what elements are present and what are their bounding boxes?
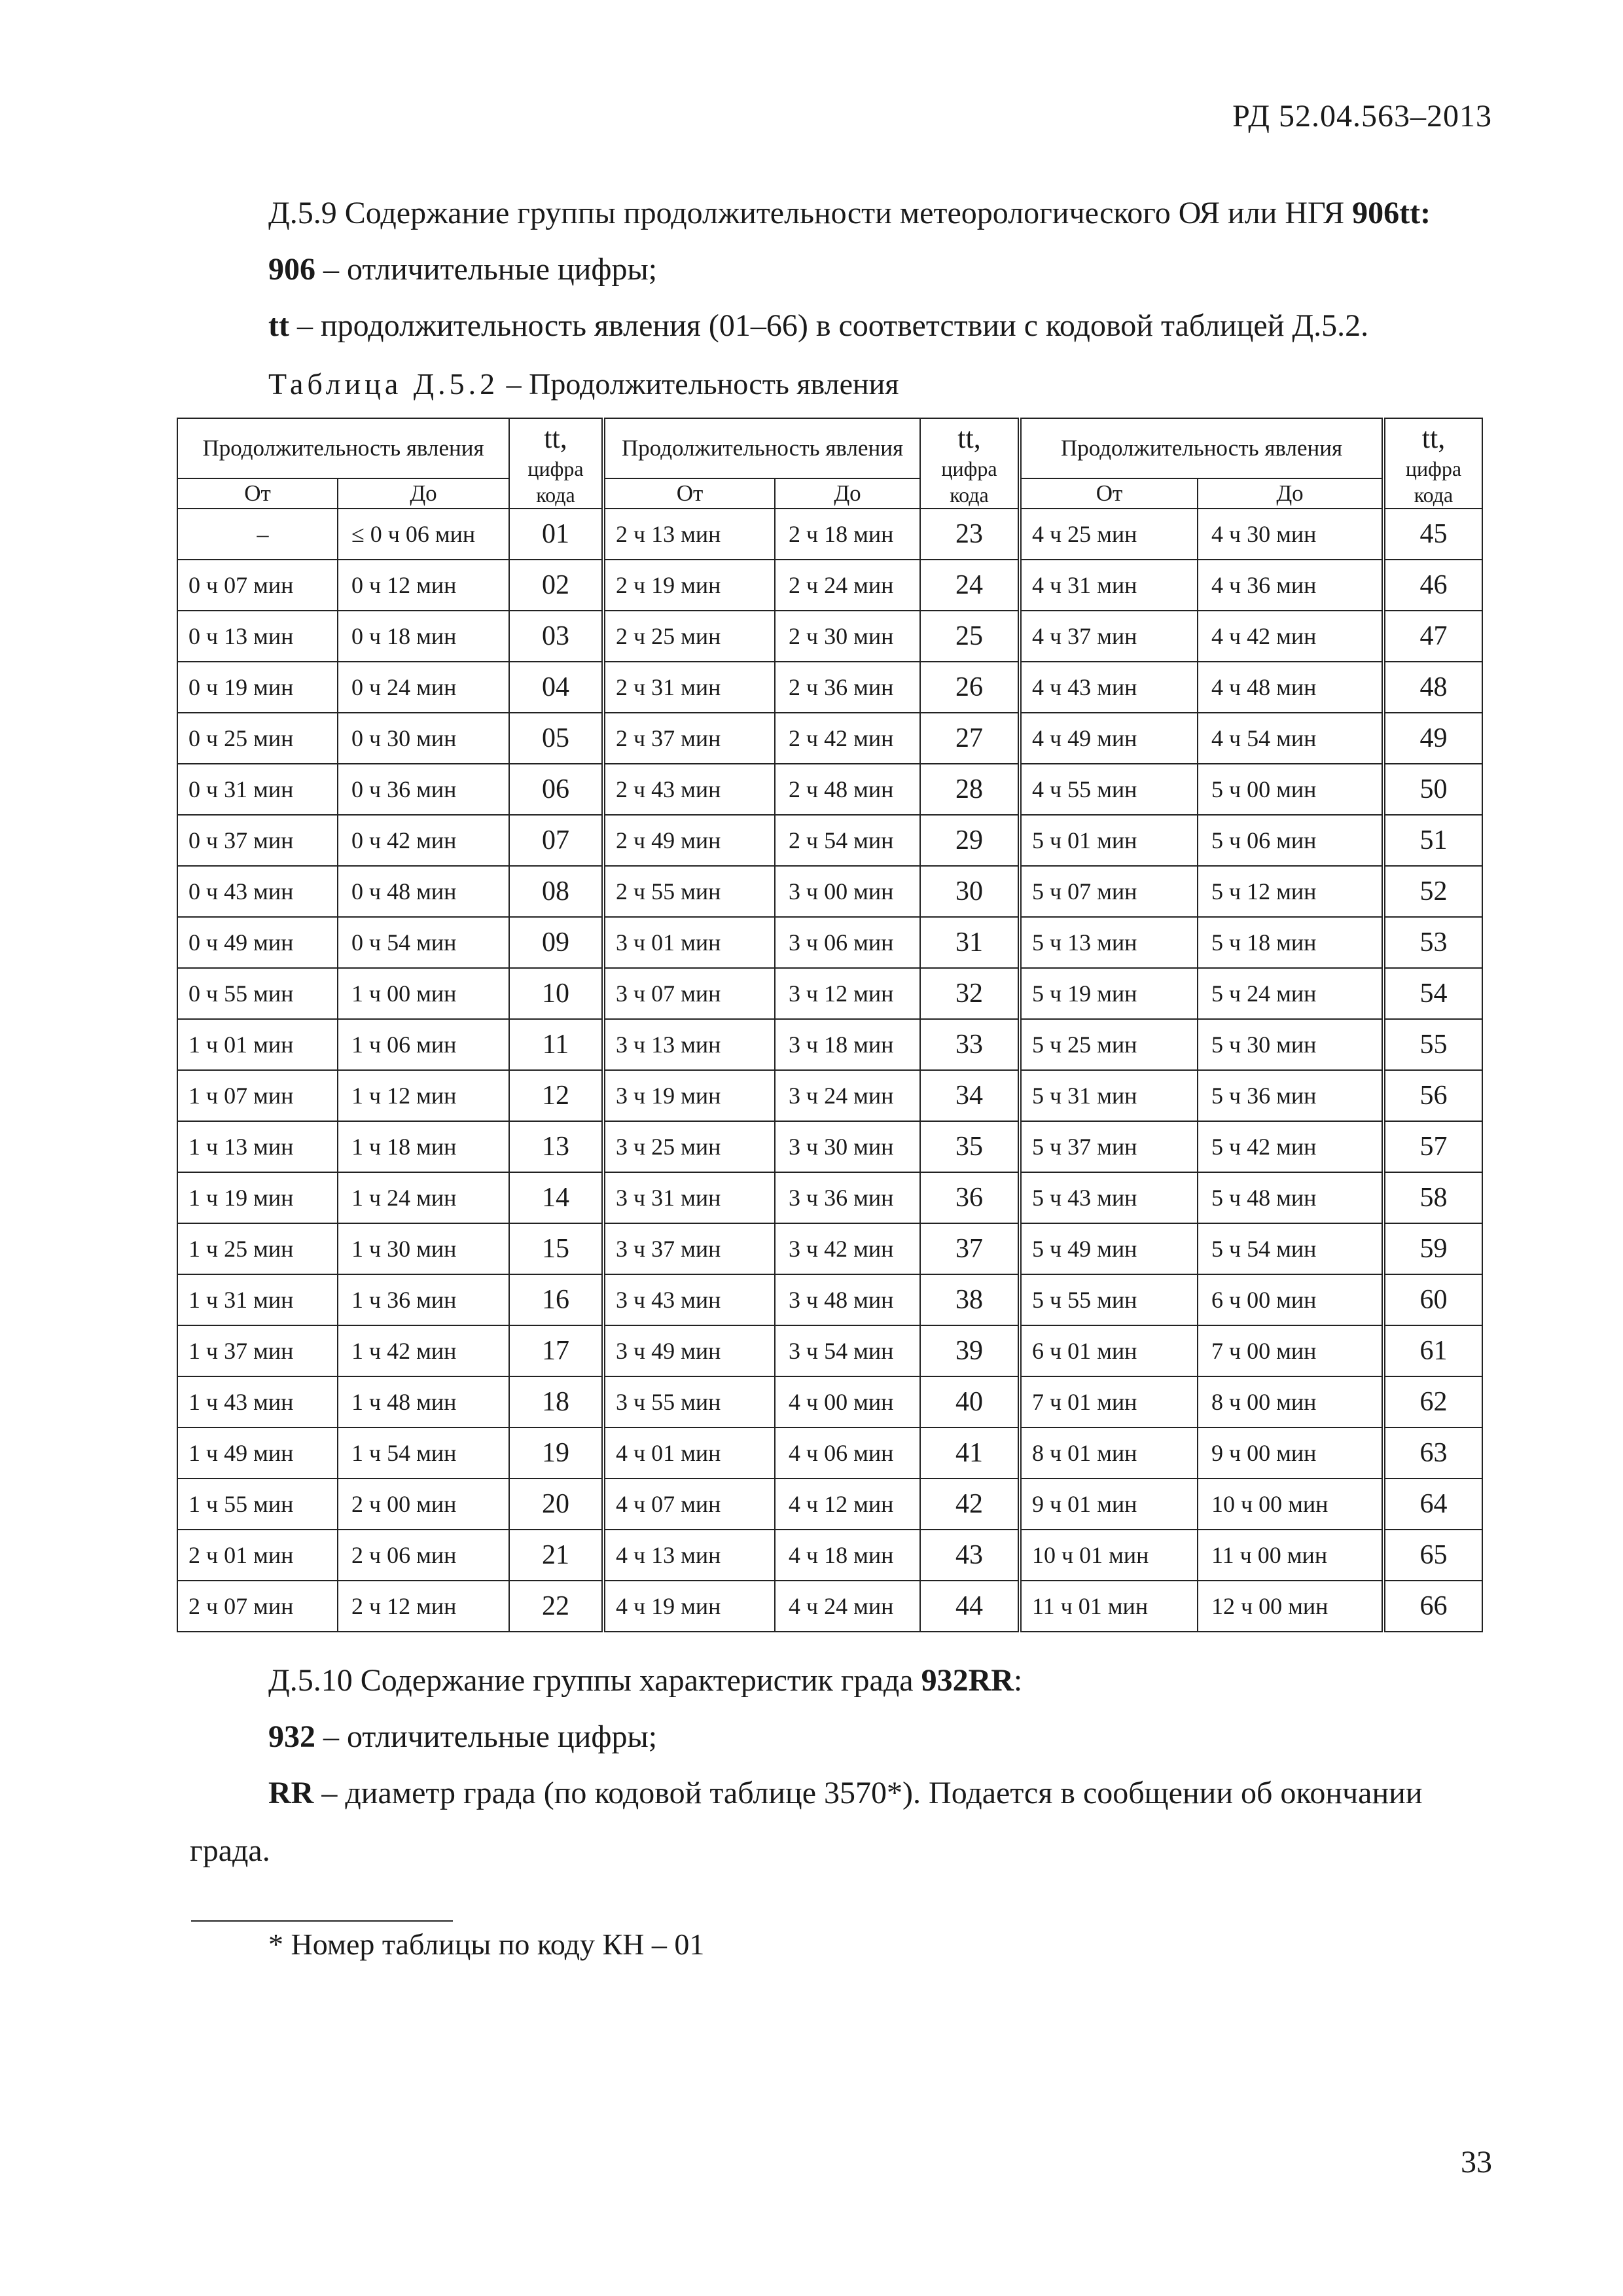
cell-code: 59	[1383, 1223, 1482, 1274]
header-code-word-1: цифра	[941, 457, 997, 480]
table-row	[177, 611, 1482, 662]
cell-code: 46	[1383, 560, 1482, 611]
cell-from: 1 ч 43 мин	[177, 1376, 338, 1427]
cell-to: 4 ч 18 мин	[775, 1530, 920, 1581]
cell-to: 5 ч 00 мин	[1198, 764, 1383, 815]
cell-to: 11 ч 00 мин	[1198, 1530, 1383, 1581]
cell-from: 5 ч 07 мин	[1020, 866, 1198, 917]
code-rr-desc: – диаметр града (по кодовой таблице 3570*). Подается в сообщении об окончании	[313, 1776, 1423, 1810]
cell-from: 3 ч 55 мин	[603, 1376, 775, 1427]
table-row	[177, 1019, 1482, 1070]
cell-from: 2 ч 25 мин	[603, 611, 775, 662]
cell-code: 65	[1383, 1530, 1482, 1581]
section-d59-heading-text: Д.5.9 Содержание группы продолжительности метеорологического ОЯ или НГЯ	[268, 196, 1353, 230]
cell-from: 5 ч 49 мин	[1020, 1223, 1198, 1274]
section-d59-heading-code: 906tt:	[1352, 196, 1431, 230]
cell-from: 0 ч 07 мин	[177, 560, 338, 611]
cell-code: 24	[920, 560, 1020, 611]
cell-to: 3 ч 24 мин	[775, 1070, 920, 1121]
header-code-word-2: кода	[536, 483, 575, 507]
cell-from: 2 ч 19 мин	[603, 560, 775, 611]
table-row	[177, 866, 1482, 917]
cell-to: 4 ч 36 мин	[1198, 560, 1383, 611]
cell-from: 2 ч 31 мин	[603, 662, 775, 713]
cell-code: 12	[509, 1070, 603, 1121]
cell-from: 4 ч 19 мин	[603, 1581, 775, 1632]
header-group-2: Продолжительность явления	[603, 418, 920, 478]
cell-to: 2 ч 00 мин	[338, 1479, 509, 1530]
cell-from: 1 ч 25 мин	[177, 1223, 338, 1274]
section-d510-heading	[268, 1662, 1022, 1698]
cell-to: 8 ч 00 мин	[1198, 1376, 1383, 1427]
footnote: * Номер таблицы по коду КН – 01	[268, 1928, 705, 1961]
cell-to: ≤ 0 ч 06 мин	[338, 509, 509, 560]
cell-from: 1 ч 55 мин	[177, 1479, 338, 1530]
table-caption-label: Таблица Д.5.2	[268, 367, 499, 401]
cell-from: 3 ч 01 мин	[603, 917, 775, 968]
table-body	[177, 509, 1482, 1632]
cell-from: 2 ч 55 мин	[603, 866, 775, 917]
cell-code: 11	[509, 1019, 603, 1070]
table-caption-title: – Продолжительность явления	[499, 367, 899, 401]
cell-to: 4 ч 12 мин	[775, 1479, 920, 1530]
cell-from: 2 ч 01 мин	[177, 1530, 338, 1581]
cell-code: 17	[509, 1325, 603, 1376]
cell-to: 2 ч 48 мин	[775, 764, 920, 815]
cell-to: 4 ч 30 мин	[1198, 509, 1383, 560]
cell-code: 18	[509, 1376, 603, 1427]
cell-code: 35	[920, 1121, 1020, 1172]
cell-code: 07	[509, 815, 603, 866]
cell-from: 6 ч 01 мин	[1020, 1325, 1198, 1376]
header-code-3	[1383, 418, 1482, 509]
cell-to: 0 ч 48 мин	[338, 866, 509, 917]
cell-code: 48	[1383, 662, 1482, 713]
cell-to: 6 ч 00 мин	[1198, 1274, 1383, 1325]
cell-from: 4 ч 13 мин	[603, 1530, 775, 1581]
section-d59-line-906	[268, 251, 657, 287]
cell-to: 3 ч 18 мин	[775, 1019, 920, 1070]
section-d59-line-tt	[268, 308, 1368, 344]
cell-code: 55	[1383, 1019, 1482, 1070]
cell-to: 4 ч 24 мин	[775, 1581, 920, 1632]
cell-from: 4 ч 25 мин	[1020, 509, 1198, 560]
cell-code: 60	[1383, 1274, 1482, 1325]
cell-code: 27	[920, 713, 1020, 764]
cell-code: 62	[1383, 1376, 1482, 1427]
cell-from: 5 ч 13 мин	[1020, 917, 1198, 968]
cell-code: 30	[920, 866, 1020, 917]
cell-to: 4 ч 00 мин	[775, 1376, 920, 1427]
cell-from: 4 ч 07 мин	[603, 1479, 775, 1530]
cell-from: 0 ч 19 мин	[177, 662, 338, 713]
section-d59-heading	[268, 195, 1431, 231]
table-row	[177, 917, 1482, 968]
cell-code: 20	[509, 1479, 603, 1530]
cell-code: 22	[509, 1581, 603, 1632]
duration-table	[177, 418, 1483, 1632]
code-906: 906	[268, 252, 315, 287]
cell-code: 06	[509, 764, 603, 815]
cell-from: 2 ч 43 мин	[603, 764, 775, 815]
cell-from: 0 ч 49 мин	[177, 917, 338, 968]
col-to-3: До	[1198, 478, 1383, 509]
cell-to: 5 ч 18 мин	[1198, 917, 1383, 968]
cell-from: 1 ч 01 мин	[177, 1019, 338, 1070]
cell-code: 42	[920, 1479, 1020, 1530]
cell-from: 1 ч 07 мин	[177, 1070, 338, 1121]
cell-from: 1 ч 19 мин	[177, 1172, 338, 1223]
cell-code: 58	[1383, 1172, 1482, 1223]
cell-code: 64	[1383, 1479, 1482, 1530]
header-group-1: Продолжительность явления	[177, 418, 509, 478]
cell-from: –	[177, 509, 338, 560]
cell-to: 1 ч 36 мин	[338, 1274, 509, 1325]
cell-code: 09	[509, 917, 603, 968]
cell-to: 1 ч 48 мин	[338, 1376, 509, 1427]
cell-code: 03	[509, 611, 603, 662]
cell-to: 3 ч 42 мин	[775, 1223, 920, 1274]
cell-code: 25	[920, 611, 1020, 662]
table-row	[177, 1070, 1482, 1121]
cell-from: 2 ч 37 мин	[603, 713, 775, 764]
cell-code: 56	[1383, 1070, 1482, 1121]
cell-to: 0 ч 18 мин	[338, 611, 509, 662]
cell-code: 51	[1383, 815, 1482, 866]
cell-to: 3 ч 36 мин	[775, 1172, 920, 1223]
section-d510-heading-text: Д.5.10 Содержание группы характеристик града	[268, 1663, 921, 1698]
header-tt-2: tt,	[957, 422, 981, 454]
table-row	[177, 1530, 1482, 1581]
header-code-word-1: цифра	[527, 457, 584, 480]
cell-code: 34	[920, 1070, 1020, 1121]
cell-to: 12 ч 00 мин	[1198, 1581, 1383, 1632]
cell-code: 08	[509, 866, 603, 917]
cell-from: 3 ч 25 мин	[603, 1121, 775, 1172]
cell-from: 0 ч 43 мин	[177, 866, 338, 917]
cell-code: 43	[920, 1530, 1020, 1581]
cell-to: 1 ч 00 мин	[338, 968, 509, 1019]
col-from-1: От	[177, 478, 338, 509]
cell-to: 0 ч 30 мин	[338, 713, 509, 764]
cell-code: 57	[1383, 1121, 1482, 1172]
cell-to: 0 ч 36 мин	[338, 764, 509, 815]
cell-from: 11 ч 01 мин	[1020, 1581, 1198, 1632]
cell-to: 4 ч 54 мин	[1198, 713, 1383, 764]
table-row	[177, 713, 1482, 764]
cell-code: 29	[920, 815, 1020, 866]
col-to-2: До	[775, 478, 920, 509]
cell-to: 3 ч 54 мин	[775, 1325, 920, 1376]
cell-code: 54	[1383, 968, 1482, 1019]
table-row	[177, 1172, 1482, 1223]
table-row	[177, 1121, 1482, 1172]
cell-code: 52	[1383, 866, 1482, 917]
cell-code: 53	[1383, 917, 1482, 968]
cell-to: 4 ч 42 мин	[1198, 611, 1383, 662]
table-row	[177, 968, 1482, 1019]
cell-to: 4 ч 06 мин	[775, 1427, 920, 1479]
cell-from: 5 ч 37 мин	[1020, 1121, 1198, 1172]
cell-code: 10	[509, 968, 603, 1019]
cell-to: 5 ч 36 мин	[1198, 1070, 1383, 1121]
cell-to: 1 ч 24 мин	[338, 1172, 509, 1223]
cell-to: 10 ч 00 мин	[1198, 1479, 1383, 1530]
cell-from: 7 ч 01 мин	[1020, 1376, 1198, 1427]
cell-from: 0 ч 25 мин	[177, 713, 338, 764]
cell-code: 33	[920, 1019, 1020, 1070]
cell-from: 9 ч 01 мин	[1020, 1479, 1198, 1530]
cell-to: 3 ч 48 мин	[775, 1274, 920, 1325]
cell-from: 3 ч 31 мин	[603, 1172, 775, 1223]
cell-to: 1 ч 06 мин	[338, 1019, 509, 1070]
table-row	[177, 1479, 1482, 1530]
cell-from: 4 ч 31 мин	[1020, 560, 1198, 611]
cell-to: 0 ч 42 мин	[338, 815, 509, 866]
cell-to: 2 ч 36 мин	[775, 662, 920, 713]
cell-code: 32	[920, 968, 1020, 1019]
code-932-desc: – отличительные цифры;	[315, 1719, 658, 1754]
header-group-3: Продолжительность явления	[1020, 418, 1383, 478]
cell-from: 0 ч 31 мин	[177, 764, 338, 815]
cell-code: 14	[509, 1172, 603, 1223]
cell-to: 2 ч 18 мин	[775, 509, 920, 560]
header-tt-1: tt,	[544, 422, 567, 454]
table-row	[177, 1274, 1482, 1325]
cell-to: 2 ч 42 мин	[775, 713, 920, 764]
cell-to: 5 ч 48 мин	[1198, 1172, 1383, 1223]
cell-to: 1 ч 54 мин	[338, 1427, 509, 1479]
cell-from: 4 ч 01 мин	[603, 1427, 775, 1479]
cell-code: 19	[509, 1427, 603, 1479]
cell-from: 1 ч 37 мин	[177, 1325, 338, 1376]
cell-code: 04	[509, 662, 603, 713]
cell-to: 3 ч 30 мин	[775, 1121, 920, 1172]
cell-code: 05	[509, 713, 603, 764]
table-row	[177, 1223, 1482, 1274]
cell-to: 1 ч 12 мин	[338, 1070, 509, 1121]
col-from-2: От	[603, 478, 775, 509]
table-row	[177, 1427, 1482, 1479]
cell-from: 5 ч 55 мин	[1020, 1274, 1198, 1325]
cell-from: 5 ч 43 мин	[1020, 1172, 1198, 1223]
col-to-1: До	[338, 478, 509, 509]
cell-code: 31	[920, 917, 1020, 968]
header-tt-3: tt,	[1421, 422, 1446, 454]
cell-code: 21	[509, 1530, 603, 1581]
cell-to: 3 ч 06 мин	[775, 917, 920, 968]
section-d510-heading-tail: :	[1013, 1663, 1023, 1698]
cell-from: 0 ч 55 мин	[177, 968, 338, 1019]
section-d510-heading-code: 932RR	[921, 1663, 1014, 1698]
header-code-1	[509, 418, 603, 509]
cell-from: 0 ч 37 мин	[177, 815, 338, 866]
table-row	[177, 1325, 1482, 1376]
code-rr: RR	[268, 1776, 314, 1810]
cell-code: 13	[509, 1121, 603, 1172]
cell-code: 61	[1383, 1325, 1482, 1376]
footnote-rule	[191, 1920, 453, 1922]
cell-code: 49	[1383, 713, 1482, 764]
document-code: РД 52.04.563–2013	[1232, 99, 1492, 134]
cell-code: 15	[509, 1223, 603, 1274]
cell-from: 1 ч 13 мин	[177, 1121, 338, 1172]
cell-code: 63	[1383, 1427, 1482, 1479]
cell-to: 1 ч 30 мин	[338, 1223, 509, 1274]
cell-to: 2 ч 12 мин	[338, 1581, 509, 1632]
table-row	[177, 662, 1482, 713]
cell-from: 5 ч 25 мин	[1020, 1019, 1198, 1070]
cell-to: 1 ч 42 мин	[338, 1325, 509, 1376]
code-932: 932	[268, 1719, 315, 1754]
cell-from: 5 ч 31 мин	[1020, 1070, 1198, 1121]
cell-to: 1 ч 18 мин	[338, 1121, 509, 1172]
cell-from: 3 ч 07 мин	[603, 968, 775, 1019]
header-code-word-2: кода	[1414, 483, 1454, 507]
cell-code: 47	[1383, 611, 1482, 662]
cell-code: 28	[920, 764, 1020, 815]
table-row	[177, 815, 1482, 866]
cell-to: 9 ч 00 мин	[1198, 1427, 1383, 1479]
cell-code: 02	[509, 560, 603, 611]
cell-to: 0 ч 54 мин	[338, 917, 509, 968]
cell-to: 2 ч 06 мин	[338, 1530, 509, 1581]
cell-to: 5 ч 30 мин	[1198, 1019, 1383, 1070]
table-header-row	[177, 418, 1482, 478]
page-number: 33	[1461, 2145, 1492, 2179]
cell-from: 3 ч 13 мин	[603, 1019, 775, 1070]
header-code-word-1: цифра	[1405, 457, 1462, 480]
table-row	[177, 560, 1482, 611]
cell-to: 5 ч 24 мин	[1198, 968, 1383, 1019]
cell-from: 2 ч 13 мин	[603, 509, 775, 560]
cell-to: 2 ч 30 мин	[775, 611, 920, 662]
cell-code: 40	[920, 1376, 1020, 1427]
cell-to: 5 ч 42 мин	[1198, 1121, 1383, 1172]
table-row	[177, 764, 1482, 815]
cell-code: 41	[920, 1427, 1020, 1479]
cell-from: 5 ч 19 мин	[1020, 968, 1198, 1019]
table-subheader-row	[177, 478, 1482, 509]
cell-from: 3 ч 19 мин	[603, 1070, 775, 1121]
cell-from: 4 ч 55 мин	[1020, 764, 1198, 815]
col-from-3: От	[1020, 478, 1198, 509]
cell-code: 01	[509, 509, 603, 560]
section-d510-line-rr-cont: града.	[190, 1833, 270, 1868]
table-row	[177, 509, 1482, 560]
cell-code: 66	[1383, 1581, 1482, 1632]
cell-code: 36	[920, 1172, 1020, 1223]
header-code-2	[920, 418, 1020, 509]
code-tt: tt	[268, 308, 289, 343]
cell-from: 3 ч 43 мин	[603, 1274, 775, 1325]
cell-code: 23	[920, 509, 1020, 560]
cell-from: 4 ч 49 мин	[1020, 713, 1198, 764]
cell-to: 2 ч 24 мин	[775, 560, 920, 611]
code-906-desc: – отличительные цифры;	[315, 252, 658, 287]
cell-to: 0 ч 24 мин	[338, 662, 509, 713]
table-row	[177, 1376, 1482, 1427]
cell-to: 4 ч 48 мин	[1198, 662, 1383, 713]
cell-from: 10 ч 01 мин	[1020, 1530, 1198, 1581]
cell-from: 0 ч 13 мин	[177, 611, 338, 662]
cell-code: 26	[920, 662, 1020, 713]
cell-to: 0 ч 12 мин	[338, 560, 509, 611]
cell-from: 5 ч 01 мин	[1020, 815, 1198, 866]
cell-to: 7 ч 00 мин	[1198, 1325, 1383, 1376]
cell-to: 5 ч 12 мин	[1198, 866, 1383, 917]
header-code-word-2: кода	[950, 483, 989, 507]
section-d510-line-932	[268, 1719, 657, 1755]
cell-from: 3 ч 49 мин	[603, 1325, 775, 1376]
cell-from: 1 ч 31 мин	[177, 1274, 338, 1325]
cell-to: 5 ч 06 мин	[1198, 815, 1383, 866]
cell-code: 45	[1383, 509, 1482, 560]
cell-code: 38	[920, 1274, 1020, 1325]
cell-from: 8 ч 01 мин	[1020, 1427, 1198, 1479]
table-caption	[268, 367, 899, 401]
cell-to: 2 ч 54 мин	[775, 815, 920, 866]
cell-to: 5 ч 54 мин	[1198, 1223, 1383, 1274]
cell-from: 2 ч 07 мин	[177, 1581, 338, 1632]
cell-from: 2 ч 49 мин	[603, 815, 775, 866]
section-d510-line-rr	[268, 1775, 1423, 1811]
cell-code: 39	[920, 1325, 1020, 1376]
cell-code: 50	[1383, 764, 1482, 815]
code-tt-desc: – продолжительность явления (01–66) в соответствии с кодовой таблицей Д.5.2.	[289, 308, 1369, 343]
cell-from: 4 ч 37 мин	[1020, 611, 1198, 662]
cell-from: 3 ч 37 мин	[603, 1223, 775, 1274]
cell-code: 37	[920, 1223, 1020, 1274]
cell-to: 3 ч 12 мин	[775, 968, 920, 1019]
cell-code: 16	[509, 1274, 603, 1325]
table-row	[177, 1581, 1482, 1632]
cell-code: 44	[920, 1581, 1020, 1632]
cell-from: 4 ч 43 мин	[1020, 662, 1198, 713]
cell-from: 1 ч 49 мин	[177, 1427, 338, 1479]
cell-to: 3 ч 00 мин	[775, 866, 920, 917]
